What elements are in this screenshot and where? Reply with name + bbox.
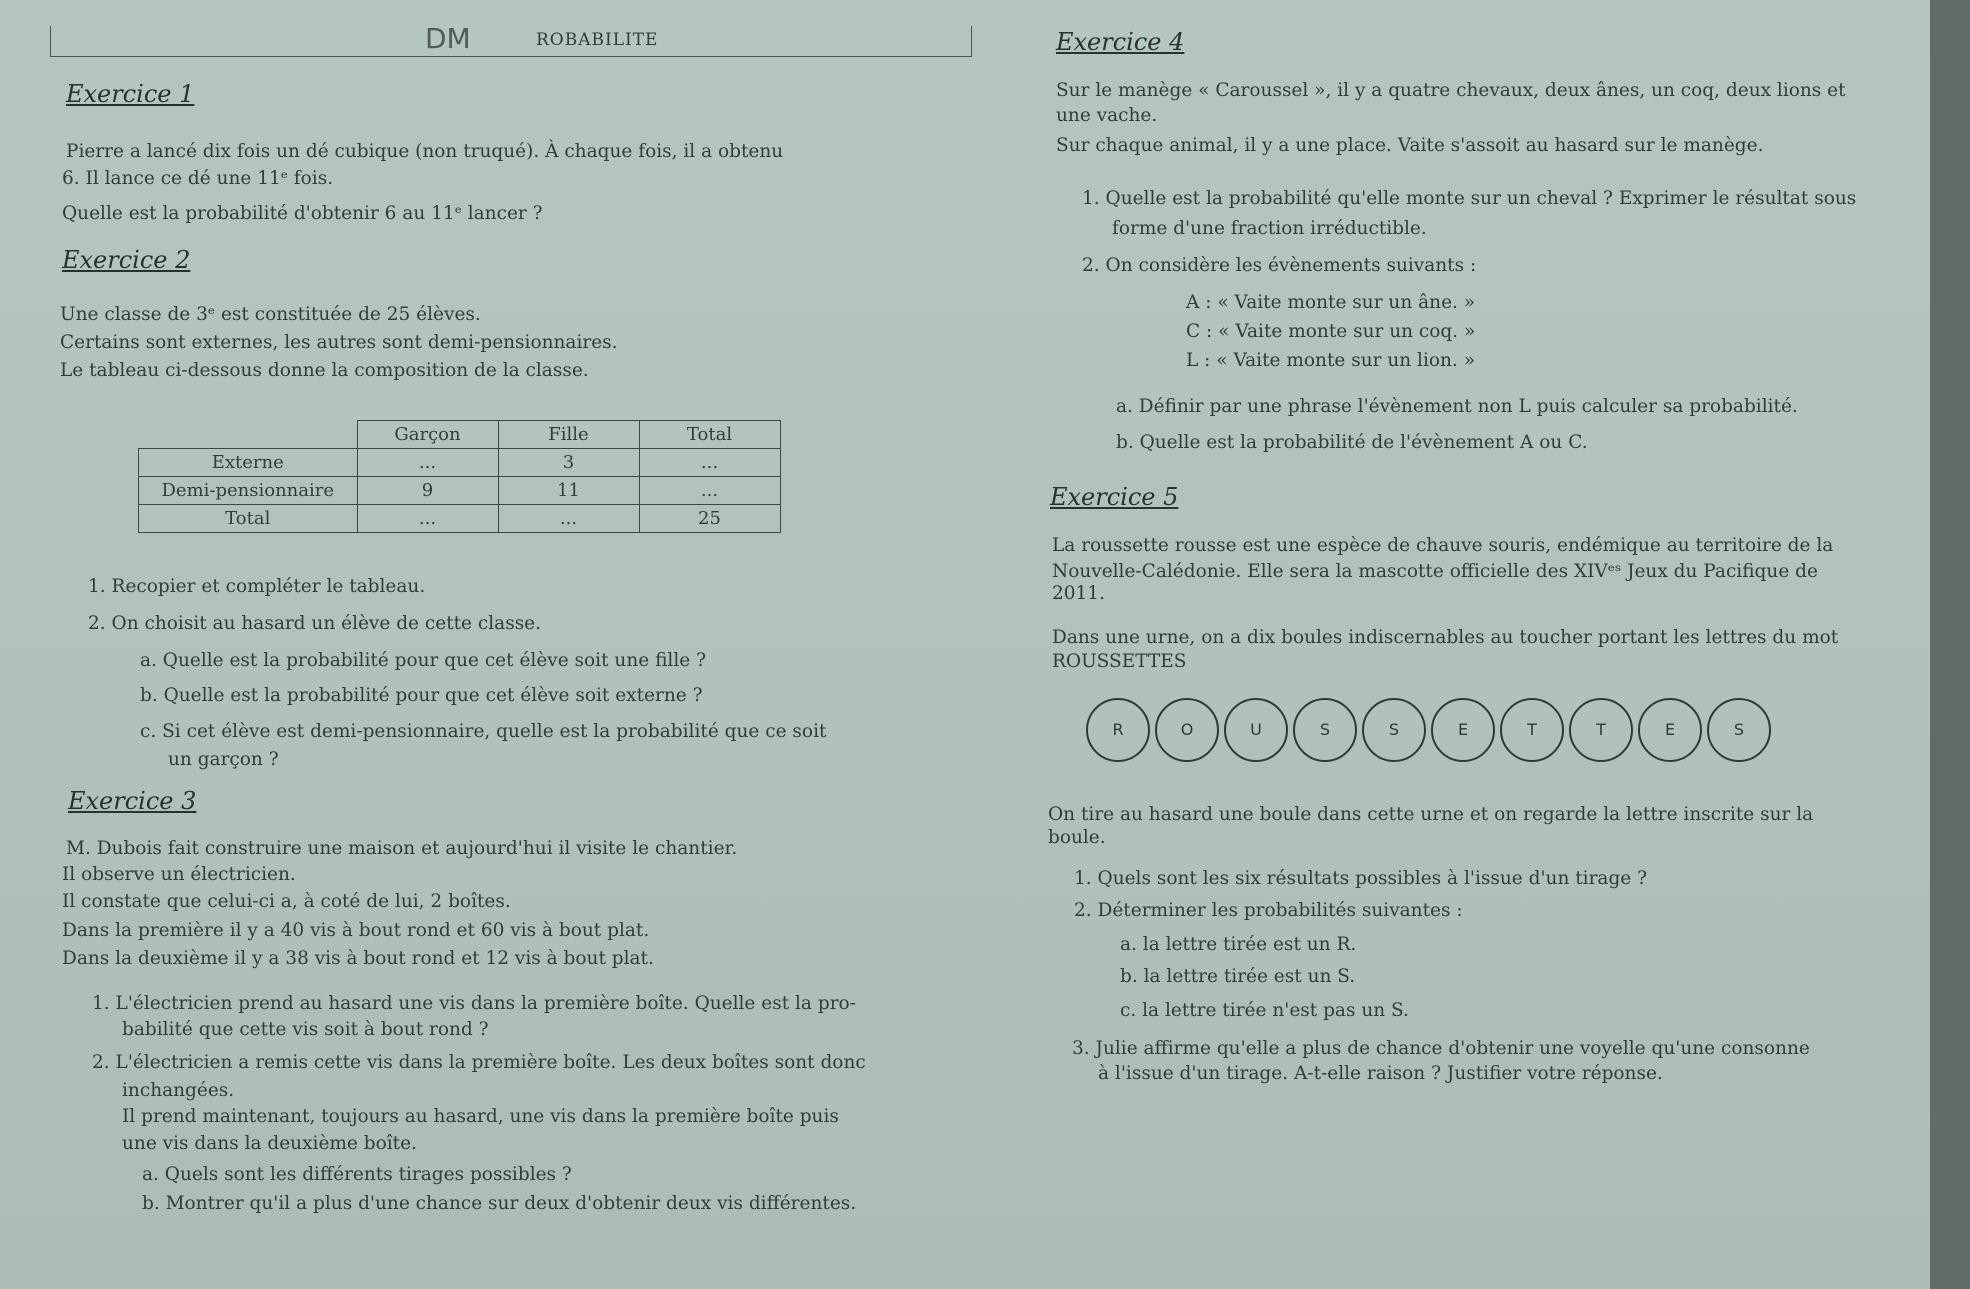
- table-row: [139, 505, 781, 533]
- table-cell: 25: [639, 505, 780, 533]
- ex4-question-2b: b. Quelle est la probabilité de l'évènement A ou C.: [1116, 432, 1588, 453]
- ex4-line-2: une vache.: [1056, 105, 1158, 126]
- ex5-question-3-line-2: à l'issue d'un tirage. A-t-elle raison ? Justifier votre réponse.: [1098, 1063, 1663, 1084]
- ex2-line-2: Certains sont externes, les autres sont demi-pensionnaires.: [60, 332, 618, 353]
- ex5-line-3: 2011.: [1052, 583, 1105, 604]
- ball: T: [1500, 698, 1564, 762]
- table-header-row: [139, 421, 781, 449]
- ex5-line-1: La roussette rousse est une espèce de chauve souris, endémique au territoire de la: [1052, 535, 1834, 556]
- ex3-question-2-line-4: une vis dans la deuxième boîte.: [122, 1133, 417, 1154]
- table-cell: ...: [639, 477, 780, 505]
- table-cell: ...: [357, 505, 498, 533]
- table-header-cell: Total: [639, 421, 780, 449]
- ex4-event-a: A : « Vaite monte sur un âne. »: [1186, 292, 1476, 313]
- ex4-line-1: Sur le manège « Caroussel », il y a quatre chevaux, deux ânes, un coq, deux lions et: [1056, 80, 1846, 101]
- header-handwritten-mark: DM: [425, 22, 471, 55]
- ex3-question-2b: b. Montrer qu'il a plus d'une chance sur deux d'obtenir deux vis différentes.: [142, 1193, 857, 1214]
- ex2-question-2: 2. On choisit au hasard un élève de cette classe.: [88, 613, 542, 634]
- table-cell: ...: [357, 449, 498, 477]
- table-row: [139, 449, 781, 477]
- ex5-line-7: boule.: [1048, 827, 1106, 848]
- ex3-line-4: Dans la première il y a 40 vis à bout rond et 60 vis à bout plat.: [62, 920, 650, 941]
- row-label: Total: [139, 505, 358, 533]
- row-label: Externe: [139, 449, 358, 477]
- ball: E: [1431, 698, 1495, 762]
- ex2-line-1: Une classe de 3ᵉ est constituée de 25 élèves.: [60, 304, 481, 325]
- ball: E: [1638, 698, 1702, 762]
- ex3-question-1-line-1: 1. L'électricien prend au hasard une vis dans la première boîte. Quelle est la pro-: [92, 993, 856, 1014]
- ex3-question-1-line-2: babilité que cette vis soit à bout rond ?: [122, 1019, 489, 1040]
- table-corner: [139, 421, 358, 449]
- ex4-event-l: L : « Vaite monte sur un lion. »: [1186, 350, 1476, 371]
- ex4-event-c: C : « Vaite monte sur un coq. »: [1186, 321, 1476, 342]
- row-label: Demi-pensionnaire: [139, 477, 358, 505]
- ex2-line-3: Le tableau ci-dessous donne la composition de la classe.: [60, 360, 589, 381]
- table-row: [139, 477, 781, 505]
- page-title: ROBABILITE: [536, 30, 659, 50]
- ball: S: [1293, 698, 1357, 762]
- ex5-question-2: 2. Déterminer les probabilités suivantes :: [1074, 900, 1463, 921]
- table-cell: ...: [498, 505, 639, 533]
- ex3-line-5: Dans la deuxième il y a 38 vis à bout rond et 12 vis à bout plat.: [62, 948, 654, 969]
- ex5-question-3-line-1: 3. Julie affirme qu'elle a plus de chance d'obtenir une voyelle qu'une consonne: [1072, 1038, 1810, 1059]
- ball: R: [1086, 698, 1150, 762]
- ex3-line-2: Il observe un électricien.: [62, 864, 296, 885]
- exercise-2-title: Exercice 2: [62, 246, 191, 274]
- ball: T: [1569, 698, 1633, 762]
- ex5-question-2a: a. la lettre tirée est un R.: [1120, 934, 1357, 955]
- ex5-line-5: ROUSSETTES: [1052, 651, 1187, 672]
- ex2-question-2c-line-1: c. Si cet élève est demi-pensionnaire, quelle est la probabilité que ce soit: [140, 721, 827, 742]
- ex2-question-2a: a. Quelle est la probabilité pour que cet élève soit une fille ?: [140, 650, 706, 671]
- ex1-question: Quelle est la probabilité d'obtenir 6 au 11ᵉ lancer ?: [62, 203, 543, 224]
- ex5-line-6: On tire au hasard une boule dans cette urne et on regarde la lettre inscrite sur la: [1048, 804, 1814, 825]
- ex4-question-2: 2. On considère les évènements suivants :: [1082, 255, 1477, 276]
- exercise-4-title: Exercice 4: [1056, 28, 1185, 56]
- exercise-1-title: Exercice 1: [66, 80, 195, 108]
- ex3-question-2a: a. Quels sont les différents tirages possibles ?: [142, 1164, 572, 1185]
- header-box: [50, 26, 972, 57]
- ex2-question-2c-line-2: un garçon ?: [168, 749, 279, 770]
- exercise-3-title: Exercice 3: [68, 787, 197, 815]
- table-cell: ...: [639, 449, 780, 477]
- ex5-question-1: 1. Quels sont les six résultats possibles à l'issue d'un tirage ?: [1074, 868, 1648, 889]
- ex3-line-1: M. Dubois fait construire une maison et aujourd'hui il visite le chantier.: [66, 838, 738, 859]
- ex4-question-2a: a. Définir par une phrase l'évènement non L puis calculer sa probabilité.: [1116, 396, 1798, 417]
- ex2-question-1: 1. Recopier et compléter le tableau.: [88, 576, 426, 597]
- ex2-question-2b: b. Quelle est la probabilité pour que cet élève soit externe ?: [140, 685, 703, 706]
- ex4-line-3: Sur chaque animal, il y a une place. Vaite s'assoit au hasard sur le manège.: [1056, 135, 1764, 156]
- ex3-question-2-line-3: Il prend maintenant, toujours au hasard, une vis dans la première boîte puis: [122, 1106, 839, 1127]
- ex4-question-1-line-1: 1. Quelle est la probabilité qu'elle monte sur un cheval ? Exprimer le résultat sous: [1082, 188, 1857, 209]
- ex5-line-4: Dans une urne, on a dix boules indiscernables au toucher portant les lettres du mot: [1052, 627, 1839, 648]
- ex3-line-3: Il constate que celui-ci a, à coté de lui, 2 boîtes.: [62, 891, 511, 912]
- table-cell: 3: [498, 449, 639, 477]
- ex1-line-1: Pierre a lancé dix fois un dé cubique (non truqué). À chaque fois, il a obtenu: [66, 141, 784, 162]
- ex4-question-1-line-2: forme d'une fraction irréductible.: [1112, 218, 1427, 239]
- class-composition-table: [138, 420, 781, 533]
- ex5-question-2b: b. la lettre tirée est un S.: [1120, 966, 1356, 987]
- ex3-question-2-line-1: 2. L'électricien a remis cette vis dans la première boîte. Les deux boîtes sont donc: [92, 1052, 866, 1073]
- ball: S: [1362, 698, 1426, 762]
- ball: O: [1155, 698, 1219, 762]
- ex3-question-2-line-2: inchangées.: [122, 1080, 235, 1101]
- exercise-5-title: Exercice 5: [1050, 483, 1179, 511]
- table-cell: 11: [498, 477, 639, 505]
- ex5-question-2c: c. la lettre tirée n'est pas un S.: [1120, 1000, 1409, 1021]
- ball: S: [1707, 698, 1771, 762]
- table-cell: 9: [357, 477, 498, 505]
- ball: U: [1224, 698, 1288, 762]
- ex5-line-2: Nouvelle-Calédonie. Elle sera la mascotte officielle des XIVᵉˢ Jeux du Pacifique de: [1052, 561, 1818, 582]
- table-header-cell: Fille: [498, 421, 639, 449]
- ex1-line-2: 6. Il lance ce dé une 11ᵉ fois.: [62, 168, 334, 189]
- table-header-cell: Garçon: [357, 421, 498, 449]
